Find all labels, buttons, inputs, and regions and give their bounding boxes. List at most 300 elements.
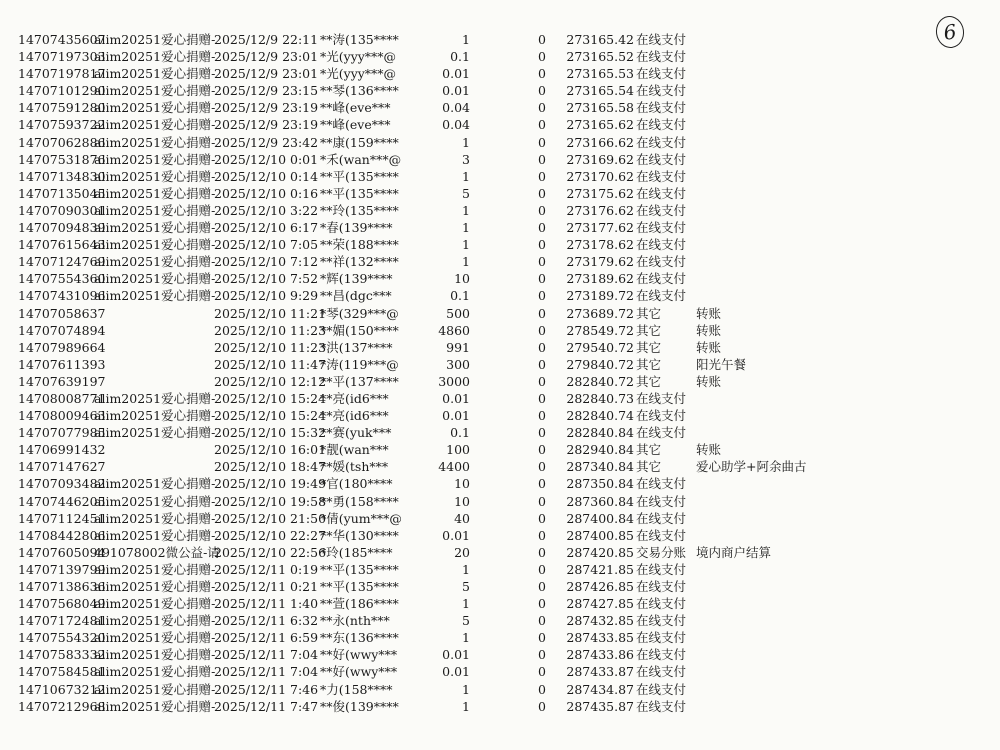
transaction-id-cell: 14707583332 [18,647,106,663]
source-account-cell: alim20251爱心捐赠- [94,527,216,543]
expense-cell: 0 [538,305,546,321]
payment-method-cell: 在线支付 [636,220,687,236]
expense-cell: 0 [538,49,546,65]
table-row [0,48,1000,65]
balance-cell: 279540.72 [566,339,634,355]
table-row [0,373,1000,390]
expense-cell: 0 [538,681,546,697]
transaction-id-cell: 14707615643 [18,237,106,253]
table-row [0,646,1000,663]
donor-name-cell: **平(135**** [320,185,399,201]
donor-name-cell: **祥(132**** [320,254,399,270]
payment-method-cell: 在线支付 [636,698,687,714]
handwritten-page-number: 6 [934,14,966,50]
balance-cell: 273689.72 [566,305,634,321]
table-row [0,595,1000,612]
transaction-time-cell: 2025/12/10 19:58 [214,493,327,509]
payment-method-cell: 在线支付 [636,425,687,441]
transaction-id-cell: 14707090301 [18,202,106,218]
donor-name-cell: *琴(329***@ [320,305,399,321]
amount-cell: 4400 [438,459,470,475]
amount-cell: 0.04 [442,117,470,133]
amount-cell: 1 [462,630,470,646]
donor-name-cell: **平(135**** [320,168,399,184]
balance-cell: 273166.62 [566,134,634,150]
balance-cell: 282840.73 [566,390,634,406]
expense-cell: 0 [538,459,546,475]
transaction-id-cell: 14707605094 [18,544,106,560]
donor-name-cell: **玲(135**** [320,202,399,218]
amount-cell: 300 [446,356,470,372]
payment-method-cell: 在线支付 [636,237,687,253]
transaction-time-cell: 2025/12/9 23:15 [214,83,319,99]
transaction-id-cell: 14707554320 [18,630,106,646]
balance-cell: 287426.85 [566,579,634,594]
payment-method-cell: 在线支付 [636,664,687,680]
balance-cell: 282840.72 [566,373,634,389]
remark-cell: 阳光午餐 [696,356,747,372]
amount-cell: 1 [462,561,470,577]
payment-method-cell: 在线支付 [636,630,687,646]
payment-method-cell: 在线支付 [636,510,687,526]
balance-cell: 287432.85 [566,613,634,629]
transaction-id-cell: 14708442806 [18,527,106,543]
expense-cell: 0 [538,32,546,47]
transaction-id-cell: 14707101290 [18,83,106,99]
table-row [0,270,1000,287]
transaction-id-cell: 14707989664 [18,339,106,355]
source-account-cell: alim20251爱心捐赠- [94,613,216,629]
donor-name-cell: *禾(wan***@ [320,151,402,167]
expense-cell: 0 [538,527,546,543]
payment-method-cell: 其它 [636,322,662,338]
table-row [0,663,1000,680]
balance-cell: 279840.72 [566,356,634,372]
transaction-time-cell: 2025/12/10 19:49 [214,476,327,492]
balance-cell: 287360.84 [566,493,634,509]
payment-method-cell: 在线支付 [636,681,687,697]
expense-cell: 0 [538,510,546,526]
expense-cell: 0 [538,185,546,201]
transaction-time-cell: 2025/12/11 0:19 [214,561,319,577]
donor-name-cell: **涛(135**** [320,32,399,47]
payment-method-cell: 在线支付 [636,561,687,577]
source-account-cell: alim20251爱心捐赠- [94,579,216,594]
payment-method-cell: 交易分账 [636,544,687,560]
balance-cell: 273178.62 [566,237,634,253]
source-account-cell: alim20251爱心捐赠- [94,202,216,218]
source-account-cell: alim20251爱心捐赠- [94,185,216,201]
balance-cell: 273165.58 [566,100,634,116]
source-account-cell: alim20251爱心捐赠- [94,681,216,697]
table-row [0,65,1000,82]
source-account-cell: alim20251爱心捐赠- [94,493,216,509]
table-row [0,134,1000,151]
table-row [0,475,1000,492]
amount-cell: 0.01 [442,408,470,424]
amount-cell: 10 [454,493,470,509]
table-row [0,578,1000,595]
source-account-cell: alim20251爱心捐赠- [94,408,216,424]
payment-method-cell: 其它 [636,339,662,355]
transaction-id-cell: 14707139799 [18,561,106,577]
amount-cell: 20 [454,544,470,560]
donor-name-cell: **媚(150**** [320,322,399,338]
transaction-id-cell: 14707554360 [18,271,106,287]
transaction-time-cell: 2025/12/11 1:40 [214,596,319,612]
transaction-time-cell: 2025/12/10 3:22 [214,202,319,218]
table-row [0,510,1000,527]
transaction-time-cell: 2025/12/9 22:11 [214,32,319,47]
transaction-id-cell: 14707591280 [18,100,106,116]
balance-cell: 278549.72 [566,322,634,338]
table-row [0,390,1000,407]
expense-cell: 0 [538,476,546,492]
donor-name-cell: **昌(dgc*** [320,288,392,304]
transaction-time-cell: 2025/12/11 6:59 [214,630,319,646]
transaction-time-cell: 2025/12/10 18:47 [214,459,327,475]
payment-method-cell: 其它 [636,459,662,475]
transaction-time-cell: 2025/12/9 23:19 [214,117,319,133]
transaction-id-cell: 14707077985 [18,425,106,441]
donor-name-cell: **平(135**** [320,579,399,594]
transaction-time-cell: 2025/12/9 23:42 [214,134,319,150]
expense-cell: 0 [538,647,546,663]
table-row [0,544,1000,561]
amount-cell: 1 [462,596,470,612]
table-row [0,185,1000,202]
source-account-cell: alim20251爱心捐赠- [94,647,216,663]
amount-cell: 1 [462,202,470,218]
transaction-time-cell: 2025/12/10 21:50 [214,510,327,526]
expense-cell: 0 [538,168,546,184]
payment-method-cell: 在线支付 [636,254,687,270]
source-account-cell: alim20251爱心捐赠- [94,271,216,287]
payment-method-cell: 在线支付 [636,66,687,82]
expense-cell: 0 [538,117,546,133]
transaction-time-cell: 2025/12/10 7:52 [214,271,319,287]
donor-name-cell: **东(136**** [320,630,399,646]
expense-cell: 0 [538,493,546,509]
transaction-time-cell: 2025/12/10 11:23 [214,322,327,338]
payment-method-cell: 在线支付 [636,134,687,150]
payment-method-cell: 在线支付 [636,647,687,663]
source-account-cell: alim20251爱心捐赠- [94,134,216,150]
payment-method-cell: 在线支付 [636,613,687,629]
table-row [0,31,1000,48]
transaction-id-cell: 14710673212 [18,681,106,697]
amount-cell: 0.04 [442,100,470,116]
table-row [0,407,1000,424]
balance-cell: 273165.62 [566,117,634,133]
transaction-time-cell: 2025/12/10 9:29 [214,288,319,304]
transaction-time-cell: 2025/12/10 16:01 [214,442,327,458]
table-row [0,698,1000,715]
table-row [0,305,1000,322]
amount-cell: 5 [462,185,470,201]
expense-cell: 0 [538,322,546,338]
amount-cell: 0.01 [442,83,470,99]
expense-cell: 0 [538,613,546,629]
table-row [0,458,1000,475]
remark-cell: 转账 [696,339,722,355]
balance-cell: 287350.84 [566,476,634,492]
amount-cell: 1 [462,220,470,236]
transaction-time-cell: 2025/12/10 11:23 [214,339,327,355]
balance-cell: 287433.86 [566,647,634,663]
donor-name-cell: **华(130**** [320,527,399,543]
payment-method-cell: 在线支付 [636,100,687,116]
expense-cell: 0 [538,596,546,612]
source-account-cell: alim20251爱心捐赠- [94,390,216,406]
amount-cell: 0.1 [450,288,470,304]
remark-cell: 转账 [696,373,722,389]
donor-name-cell: **峰(eve*** [320,100,391,116]
transaction-id-cell: 14708009463 [18,408,106,424]
payment-method-cell: 在线支付 [636,151,687,167]
donor-name-cell: **勇(158**** [320,493,399,509]
transaction-id-cell: 14707094839 [18,220,106,236]
transaction-time-cell: 2025/12/10 11:47 [214,356,327,372]
transaction-time-cell: 2025/12/10 0:01 [214,151,319,167]
expense-cell: 0 [538,544,546,560]
transaction-time-cell: 2025/12/10 15:24 [214,408,327,424]
donor-name-cell: *玲(185**** [320,544,393,560]
table-row [0,99,1000,116]
transaction-time-cell: 2025/12/10 11:21 [214,305,327,321]
balance-cell: 273177.62 [566,220,634,236]
expense-cell: 0 [538,288,546,304]
payment-method-cell: 在线支付 [636,168,687,184]
source-account-cell: alim20251爱心捐赠- [94,32,216,47]
source-account-cell: alim20251爱心捐赠- [94,476,216,492]
source-account-cell: alim20251爱心捐赠- [94,254,216,270]
balance-cell: 287400.85 [566,527,634,543]
transaction-time-cell: 2025/12/10 22:27 [214,527,327,543]
expense-cell: 0 [538,66,546,82]
donor-name-cell: **峰(eve*** [320,117,391,133]
payment-method-cell: 在线支付 [636,596,687,612]
transaction-id-cell: 14707135045 [18,185,106,201]
expense-cell: 0 [538,83,546,99]
donor-name-cell: **俊(139**** [320,698,399,714]
donor-name-cell: *辉(139**** [320,271,393,287]
transaction-id-cell: 14707197303 [18,49,106,65]
payment-method-cell: 在线支付 [636,83,687,99]
amount-cell: 0.01 [442,390,470,406]
table-row [0,356,1000,373]
donor-name-cell: **亮(id6*** [320,408,389,424]
donor-name-cell: **好(wwy*** [320,647,398,663]
donor-name-cell: **好(wwy*** [320,664,398,680]
transaction-time-cell: 2025/12/9 23:19 [214,100,319,116]
remark-cell: 转账 [696,305,722,321]
expense-cell: 0 [538,408,546,424]
transaction-time-cell: 2025/12/10 7:12 [214,254,319,270]
donor-name-cell: *倩(yum***@ [320,510,402,526]
balance-cell: 273165.52 [566,49,634,65]
donor-name-cell: **媛(tsh*** [320,459,389,475]
amount-cell: 500 [446,305,470,321]
source-account-cell: alim20251爱心捐赠- [94,698,216,714]
balance-cell: 282840.74 [566,408,634,424]
table-row [0,322,1000,339]
transaction-time-cell: 2025/12/10 0:14 [214,168,319,184]
transaction-id-cell: 14708008771 [18,390,106,406]
balance-cell: 273189.62 [566,271,634,287]
remark-cell: 爱心助学+阿余曲古 [696,459,807,475]
source-account-cell: alim20251爱心捐赠- [94,117,216,133]
amount-cell: 4860 [438,322,470,338]
transaction-id-cell: 14707074894 [18,322,106,338]
table-row [0,612,1000,629]
table-row [0,116,1000,133]
amount-cell: 0.1 [450,49,470,65]
balance-cell: 273175.62 [566,185,634,201]
source-account-cell: 491078002微公益-请 [94,544,220,560]
payment-method-cell: 其它 [636,305,662,321]
table-row [0,527,1000,544]
amount-cell: 100 [446,442,470,458]
table-row [0,424,1000,441]
source-account-cell: alim20251爱心捐赠- [94,425,216,441]
amount-cell: 0.01 [442,66,470,82]
expense-cell: 0 [538,356,546,372]
source-account-cell: alim20251爱心捐赠- [94,168,216,184]
donor-name-cell: *光(yyy***@ [320,66,397,82]
table-row [0,151,1000,168]
expense-cell: 0 [538,630,546,646]
balance-cell: 287340.84 [566,459,634,475]
table-row [0,253,1000,270]
transaction-time-cell: 2025/12/10 15:24 [214,390,327,406]
transaction-time-cell: 2025/12/11 7:47 [214,698,319,714]
transaction-id-cell: 14707112451 [18,510,106,526]
expense-cell: 0 [538,151,546,167]
transaction-time-cell: 2025/12/10 15:32 [214,425,327,441]
amount-cell: 3000 [438,373,470,389]
donor-name-cell: *官(180**** [320,476,393,492]
amount-cell: 1 [462,681,470,697]
payment-method-cell: 在线支付 [636,579,687,594]
table-row [0,168,1000,185]
balance-cell: 273179.62 [566,254,634,270]
source-account-cell: alim20251爱心捐赠- [94,596,216,612]
source-account-cell: alim20251爱心捐赠- [94,220,216,236]
donor-name-cell: **平(137**** [320,373,399,389]
source-account-cell: alim20251爱心捐赠- [94,49,216,65]
balance-cell: 287427.85 [566,596,634,612]
transaction-id-cell: 14707197817 [18,66,106,82]
table-row [0,681,1000,698]
source-account-cell: alim20251爱心捐赠- [94,66,216,82]
transaction-id-cell: 14707093482 [18,476,106,492]
transaction-time-cell: 2025/12/9 23:01 [214,66,319,82]
table-row [0,493,1000,510]
amount-cell: 1 [462,698,470,714]
expense-cell: 0 [538,373,546,389]
payment-method-cell: 其它 [636,373,662,389]
amount-cell: 10 [454,476,470,492]
donor-name-cell: *春(139**** [320,220,393,236]
source-account-cell: alim20251爱心捐赠- [94,561,216,577]
expense-cell: 0 [538,664,546,680]
amount-cell: 1 [462,32,470,47]
expense-cell: 0 [538,579,546,594]
payment-method-cell: 在线支付 [636,271,687,287]
transaction-time-cell: 2025/12/11 7:04 [214,664,319,680]
expense-cell: 0 [538,425,546,441]
balance-cell: 273165.42 [566,32,634,47]
source-account-cell: alim20251爱心捐赠- [94,237,216,253]
transaction-table [0,31,1000,715]
transaction-time-cell: 2025/12/10 12:12 [214,373,327,389]
expense-cell: 0 [538,561,546,577]
transaction-time-cell: 2025/12/11 7:04 [214,647,319,663]
expense-cell: 0 [538,202,546,218]
amount-cell: 40 [454,510,470,526]
balance-cell: 273165.53 [566,66,634,82]
transaction-id-cell: 14707431096 [18,288,106,304]
payment-method-cell: 在线支付 [636,32,687,47]
balance-cell: 273170.62 [566,168,634,184]
donor-name-cell: **平(135**** [320,561,399,577]
transaction-id-cell: 14707138636 [18,579,106,594]
payment-method-cell: 在线支付 [636,493,687,509]
transaction-id-cell: 14707124769 [18,254,106,270]
donor-name-cell: *洪(137**** [320,339,393,355]
donor-name-cell: *力(158**** [320,681,393,697]
amount-cell: 0.01 [442,527,470,543]
balance-cell: 287434.87 [566,681,634,697]
source-account-cell: alim20251爱心捐赠- [94,288,216,304]
transaction-id-cell: 14707172481 [18,613,106,629]
payment-method-cell: 在线支付 [636,476,687,492]
donor-name-cell: **康(159**** [320,134,399,150]
amount-cell: 3 [462,151,470,167]
transaction-id-cell: 14707568049 [18,596,106,612]
transaction-id-cell: 14707639197 [18,373,106,389]
transaction-id-cell: 14707212968 [18,698,106,714]
transaction-id-cell: 14707435607 [18,32,106,47]
transaction-id-cell: 14707584581 [18,664,106,680]
transaction-id-cell: 14707058637 [18,305,106,321]
amount-cell: 0.01 [442,664,470,680]
donor-name-cell: **琴(136**** [320,83,399,99]
amount-cell: 1 [462,168,470,184]
amount-cell: 1 [462,237,470,253]
table-row [0,236,1000,253]
balance-cell: 287400.84 [566,510,634,526]
amount-cell: 10 [454,271,470,287]
payment-method-cell: 在线支付 [636,185,687,201]
transaction-time-cell: 2025/12/11 7:46 [214,681,319,697]
payment-method-cell: 在线支付 [636,49,687,65]
source-account-cell: alim20251爱心捐赠- [94,664,216,680]
transaction-time-cell: 2025/12/10 7:05 [214,237,319,253]
balance-cell: 273169.62 [566,151,634,167]
transaction-id-cell: 14707147627 [18,459,106,475]
amount-cell: 1 [462,254,470,270]
table-row [0,629,1000,646]
table-row [0,561,1000,578]
payment-method-cell: 在线支付 [636,527,687,543]
remark-cell: 转账 [696,442,722,458]
table-row [0,202,1000,219]
transaction-id-cell: 14707134830 [18,168,106,184]
payment-method-cell: 在线支付 [636,390,687,406]
remark-cell: 境内商户结算 [696,544,772,560]
